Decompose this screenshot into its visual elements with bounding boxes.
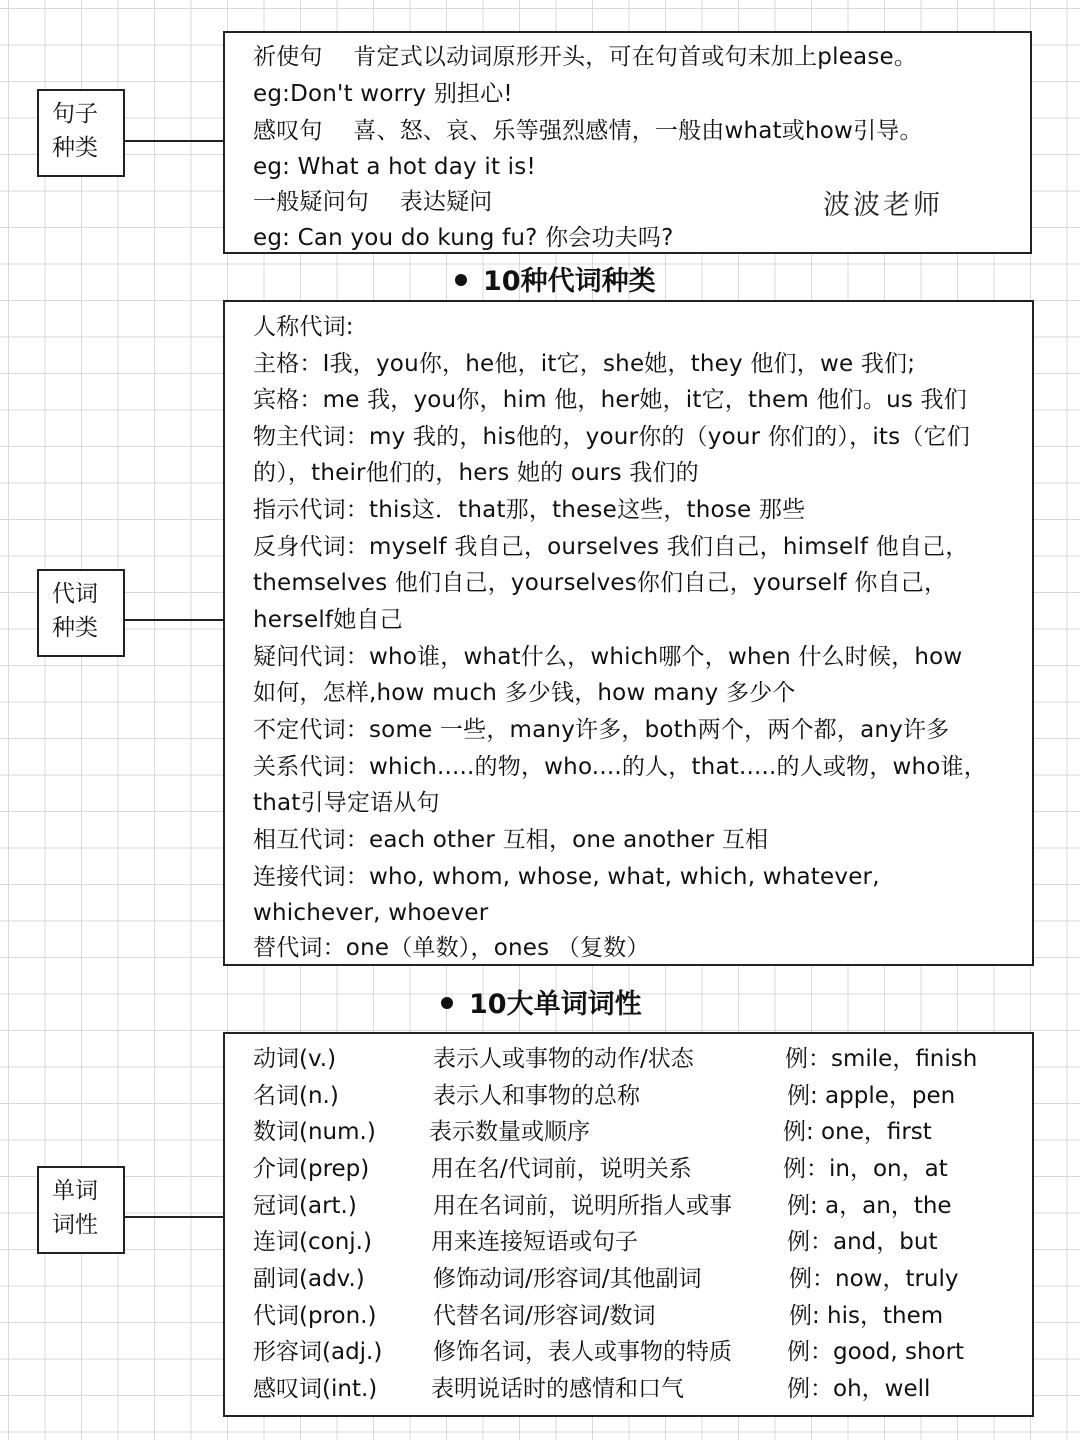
pronoun-line: 反身代词：myself 我自己，ourselves 我们自己，himself 他自己， bbox=[253, 534, 969, 560]
pos-term: 冠词(art.) bbox=[253, 1193, 357, 1219]
pronoun-line: themselves 他们自己，yourselves你们自己，yourself 你自己， bbox=[253, 570, 948, 596]
pos-desc: 用在名词前，说明所指人或事 bbox=[433, 1193, 732, 1219]
pos-example: 例：oh，well bbox=[787, 1376, 931, 1402]
pos-term: 形容词(adj.) bbox=[253, 1339, 383, 1365]
sentence-types-label bbox=[37, 89, 125, 177]
sentence-types-label-line2: 种类 bbox=[52, 135, 98, 161]
sentence-line: 感叹句 喜、怒、哀、乐等强烈感情，一般由what或how引导。 bbox=[253, 118, 923, 144]
author-signature: 波波老师 bbox=[823, 190, 943, 221]
pos-desc: 表示数量或顺序 bbox=[429, 1119, 590, 1145]
pos-label-line1: 单词 bbox=[52, 1178, 98, 1204]
pos-desc: 代替名词/形容词/数词 bbox=[433, 1303, 656, 1329]
pronouns-label-line2: 种类 bbox=[52, 615, 98, 641]
sentence-types-box bbox=[223, 31, 1032, 254]
pronoun-line: herself她自己 bbox=[253, 607, 403, 633]
pronoun-line: that引导定语从句 bbox=[253, 790, 440, 816]
pos-term: 名词(n.) bbox=[253, 1083, 339, 1109]
pos-example: 例：good, short bbox=[787, 1339, 965, 1365]
sentence-line: 祈使句 肯定式以动词原形开头，可在句首或句末加上please。 bbox=[253, 44, 918, 70]
sentence-line: eg: What a hot day it is! bbox=[253, 154, 536, 180]
pos-desc: 表明说话时的感情和口气 bbox=[431, 1376, 684, 1402]
pos-example: 例：smile，finish bbox=[785, 1046, 978, 1072]
pos-example: 例：now，truly bbox=[789, 1266, 959, 1292]
pos-label bbox=[37, 1166, 125, 1254]
pronoun-title-text: 10种代词种类 bbox=[483, 266, 656, 297]
pos-desc: 表示人或事物的动作/状态 bbox=[433, 1046, 694, 1072]
pos-desc: 用来连接短语或句子 bbox=[431, 1229, 638, 1255]
pos-connector bbox=[125, 1216, 224, 1218]
pos-desc: 表示人和事物的总称 bbox=[433, 1083, 640, 1109]
pronoun-line: 连接代词：who, whom, whose, what, which, whatever, bbox=[253, 864, 880, 890]
pos-example: 例: a，an，the bbox=[787, 1193, 952, 1219]
pronoun-line: 人称代词: bbox=[253, 314, 354, 340]
pos-desc: 修饰动词/形容词/其他副词 bbox=[433, 1266, 702, 1292]
pos-example: 例：and，but bbox=[787, 1229, 938, 1255]
pos-desc: 用在名/代词前，说明关系 bbox=[431, 1156, 692, 1182]
pos-term: 动词(v.) bbox=[253, 1046, 337, 1072]
sentence-line: 一般疑问句 表达疑问 bbox=[253, 189, 493, 215]
pos-term: 连词(conj.) bbox=[253, 1229, 372, 1255]
pos-example: 例: apple，pen bbox=[787, 1083, 956, 1109]
sentence-types-connector bbox=[125, 140, 224, 142]
pos-term: 感叹词(int.) bbox=[253, 1376, 378, 1402]
pronoun-line: 如何，怎样,how much 多少钱，how many 多少个 bbox=[253, 680, 796, 706]
pronouns-label-line1: 代词 bbox=[52, 581, 98, 607]
pos-term: 副词(adv.) bbox=[253, 1266, 365, 1292]
pronoun-line: 的），their他们的，hers 她的 ours 我们的 bbox=[253, 460, 699, 486]
pronoun-line: 相互代词：each other 互相，one another 互相 bbox=[253, 827, 769, 853]
sentence-line: eg:Don't worry 别担心! bbox=[253, 81, 513, 107]
pos-example: 例: his，them bbox=[789, 1303, 944, 1329]
pronoun-section-title bbox=[455, 265, 656, 299]
bullet-dot-icon bbox=[455, 274, 467, 286]
pos-example: 例: one，first bbox=[783, 1119, 932, 1145]
pronoun-line: whichever, whoever bbox=[253, 900, 489, 926]
pronoun-line: 指示代词：this这．that那，these这些，those 那些 bbox=[253, 497, 806, 523]
pos-example: 例：in，on，at bbox=[783, 1156, 948, 1182]
pronoun-line: 替代词：one（单数），ones （复数） bbox=[253, 935, 650, 961]
pronoun-line: 关系代词：which.....的物，who....的人，that.....的人或物，who谁， bbox=[253, 754, 987, 780]
pronoun-line: 主格：I我，you你，he他，it它，she她，they 他们，we 我们; bbox=[253, 351, 916, 377]
pronoun-line: 不定代词：some 一些，many许多，both两个，两个都，any许多 bbox=[253, 717, 950, 743]
pos-term: 数词(num.) bbox=[253, 1119, 376, 1145]
pronoun-line: 物主代词：my 我的，his他的，your你的（your 你们的），its（它们 bbox=[253, 424, 970, 450]
sentence-line: eg: Can you do kung fu? 你会功夫吗? bbox=[253, 225, 674, 251]
pos-box bbox=[223, 1032, 1034, 1417]
sentence-types-label-line1: 句子 bbox=[52, 101, 98, 127]
pos-title-text: 10大单词词性 bbox=[469, 989, 642, 1020]
pronoun-line: 疑问代词：who谁，what什么，which哪个，when 什么时候，how bbox=[253, 644, 963, 670]
pos-section-title bbox=[441, 988, 642, 1022]
pronouns-label bbox=[37, 569, 125, 657]
pos-term: 介词(prep) bbox=[253, 1156, 370, 1182]
pos-label-line2: 词性 bbox=[52, 1212, 98, 1238]
pos-desc: 修饰名词，表人或事物的特质 bbox=[433, 1339, 732, 1365]
pronouns-box bbox=[223, 300, 1034, 966]
pronoun-line: 宾格：me 我，you你，him 他，her她，it它，them 他们。us 我们 bbox=[253, 387, 967, 413]
pos-term: 代词(pron.) bbox=[253, 1303, 377, 1329]
bullet-dot-icon bbox=[441, 997, 453, 1009]
pronouns-connector bbox=[125, 619, 224, 621]
